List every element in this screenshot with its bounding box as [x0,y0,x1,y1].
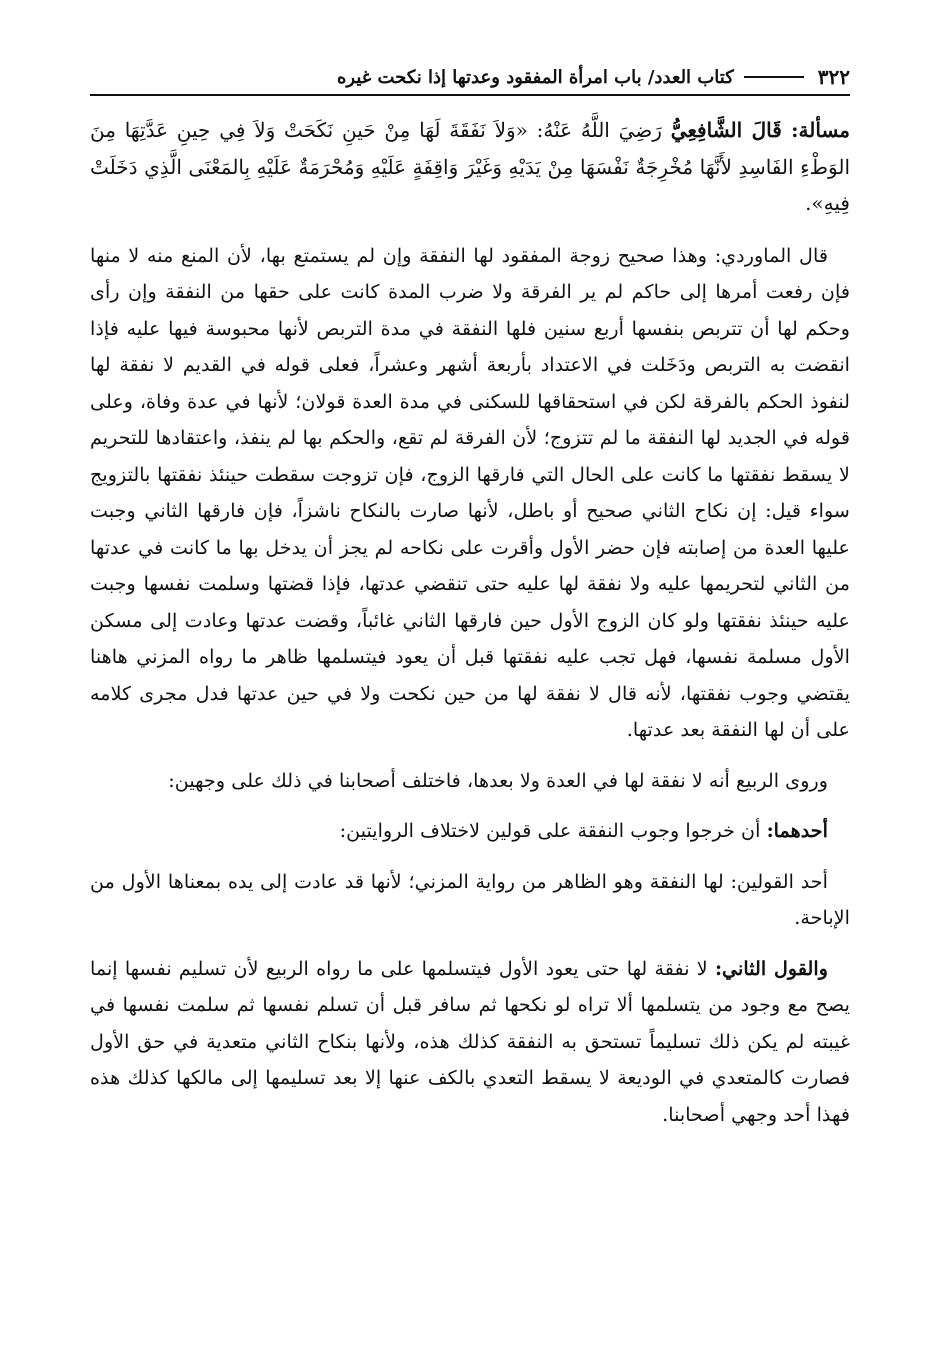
second-qawl-lead: والقول الثاني: [714,956,828,980]
first-view-text: أن خرجوا وجوب النفقة على قولين لاختلاف الروايتين: [339,819,761,842]
running-header [90,60,850,96]
header-title: كتاب العدد/ باب امرأة المفقود وعدتها إذا نكحت غيره [336,66,734,88]
second-qawl-text: لا نفقة لها حتى يعود الأول فيتسلمها على ما رواه الربيع لأن تسليم نفسها إنما يصح مع وجود من يتسلمها ألا تراه لو نكحها ثم سافر قبل أن تسلم نفسها ثم سلمت نفسها في غيبته لم يكن ذلك تسليماً تستحق به النفقة كذلك هذه، ولأنها بنكاح الثاني متعدية في حق الأول فصارت كالمتعدي في الوديعة لا يسقط التعدي بالكف عنها إلا بعد تسليمها إلى مالكها كذلك هذه فهذا أحد وجهي أصحابنا. [90,956,850,1126]
masala-paragraph [90,112,850,222]
rabi-paragraph: وروى الربيع أنه لا نفقة لها في العدة ولا بعدها، فاختلف أصحابنا في ذلك على وجهين: [168,768,828,792]
page-body [90,112,850,1133]
first-qawl-paragraph: أحد القولين: لها النفقة وهو الظاهر من رواية المزني؛ لأنها قد عادت إلى يده بمعناها الأول من الإباحة. [90,869,850,929]
mawardi-paragraph: قال الماوردي: وهذا صحيح زوجة المفقود لها النفقة وإن لم يستمتع بها، لأن المنع منه لا منها فإن رفعت أمرها إلى حاكم لم ير الفرقة ولا ضرب المدة كانت على حقها من النفقة وإن رأى وحكم لها أن تتربص بنفسها أربع سنين فلها النفقة في مدة التربص لأنها محبوسة فيها عليه فإذا انقضت به التربص ودَخَلت في الاعتداد بأربعة أشهر وعشراً، فعلى قوله في القديم لا نفقة لها لنفوذ الحكم بالفرقة لكن في استحقاقها للسكنى في مدة العدة قولان؛ لأنها في عدة وفاة، وعلى قوله في الجديد لها النفقة ما لم تتزوج؛ لأن الفرقة لم تقع، والحكم بها لم ينفذ، واعتقادها للتحريم لا يسقط نفقتها ما كانت على الحال التي فارقها الزوج، فإن تزوجت سقطت حينئذ نفقتها بالتزويج سواء قيل: إن نكاح الثاني صحيح أو باطل، لأنها صارت بالنكاح ناشزاً، فإن فارقها الثاني وجبت عليها العدة من إصابته فإن حضر الأول وأقرت على نكاحه لم يجز أن يدخل بها ما كانت في عدتها من الثاني لتحريمها عليه ولا نفقة لها عليه حتى تنقضي عدتها، فإذا قضتها وسلمت نفسها وجبت عليه حينئذ نفقتها ولو كان الزوج الأول حين فارقها الثاني غائباً، وقضت عدتها وعادت إلى مسكن الأول مسلمة نفسها، فهل تجب عليه نفقتها قبل أن يعود فيتسلمها ظاهر ما رواه المزني هاهنا يقتضي وجوب نفقتها، لأنه قال لا نفقة لها من حين نكحت ولا في حين عدتها فدل مجرى كلامه على أن لها النفقة بعد عدتها. [90,243,850,741]
second-qawl-paragraph [90,951,850,1134]
masala-text: رَضِيَ اللَّهُ عَنْهُ: «وَلاَ نَفَقَةَ لَهَا مِنْ حَينِ نَكَحَتْ وَلاَ فِي حِينِ عَدَّتِهَا مِنَ الوَطْءِ الفَاسِدِ لأَنَّهَا مُخْرِجَةٌ نَفْسَهَا مِنْ يَدَيْهِ وَغَيْرَ وَاقِفَةٍ عَلَيْهِ وَمُحْرَمَةٌ عَلَيْهِ بِالمَعْنَى الَّذِي دَخَلَتْ فِيهِ». [90,118,850,215]
header-rule [744,76,804,78]
first-view-paragraph [90,813,850,850]
first-view-lead: أحدهما: [766,819,828,842]
book-page [90,60,850,1147]
masala-lead: مسألة: قَالَ الشَّافِعِيُّ [670,118,850,142]
page-number: ٣٢٢ [817,65,850,89]
